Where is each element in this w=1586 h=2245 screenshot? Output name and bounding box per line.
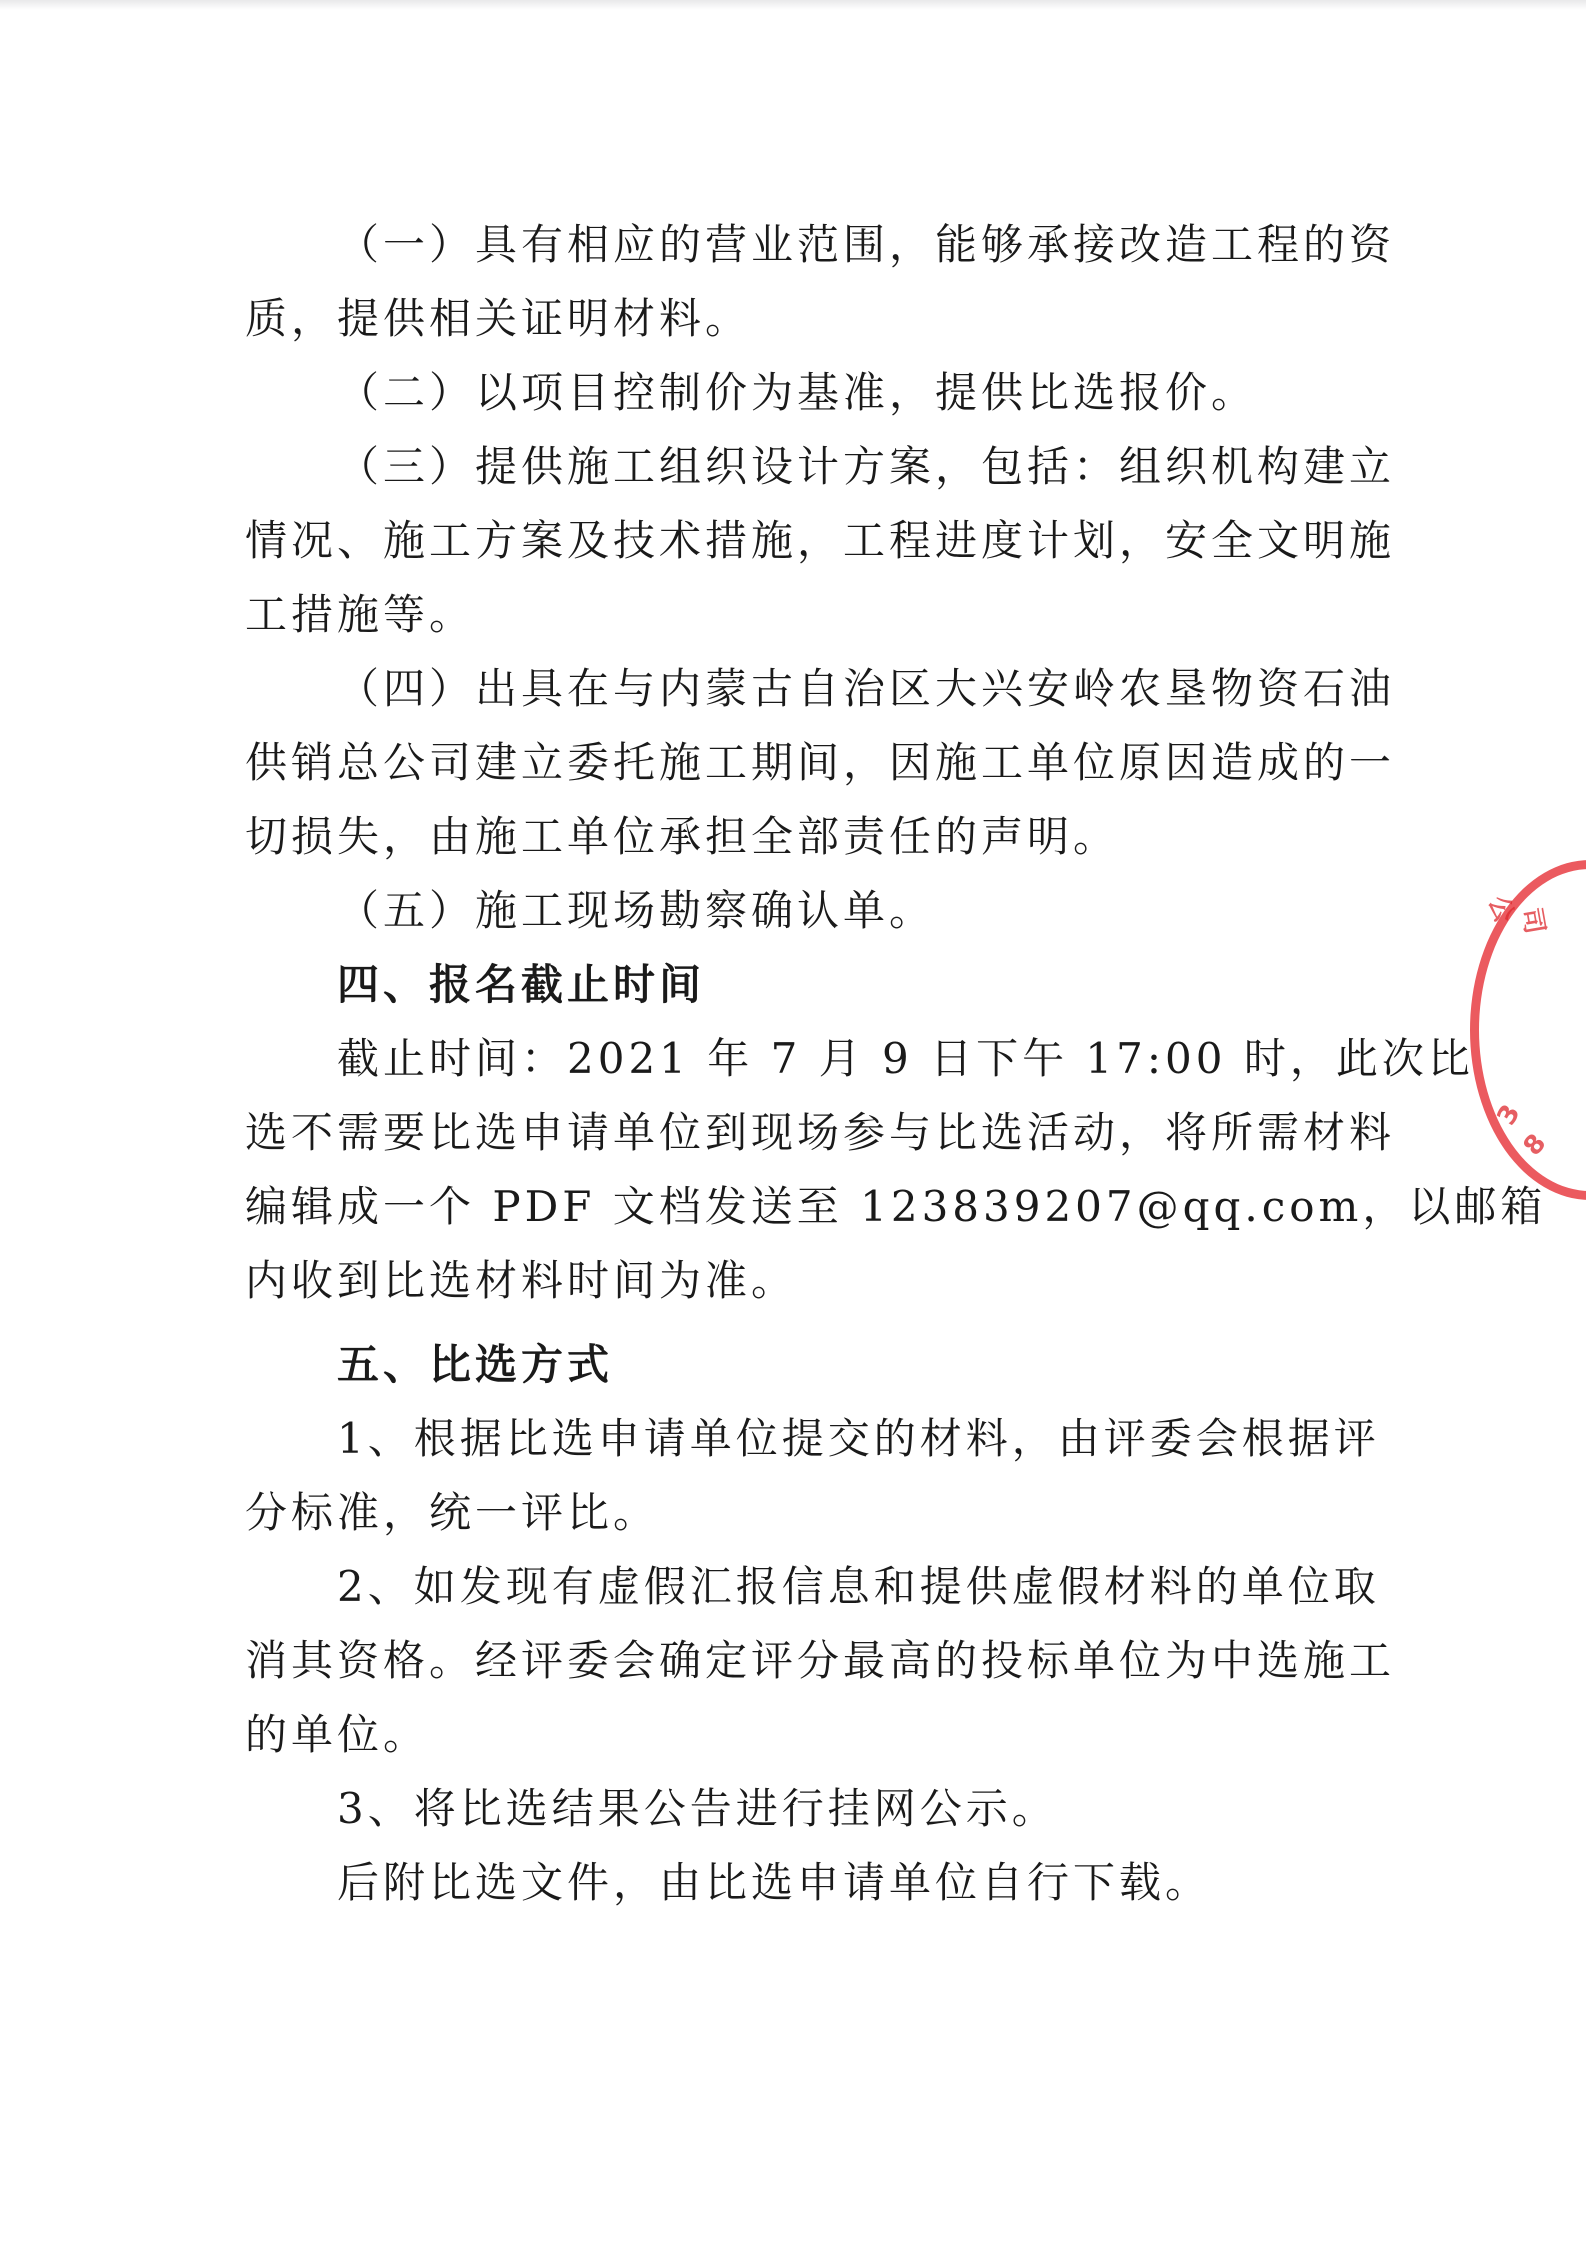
paragraph-method-2-line-3: 的单位。 [245,1710,430,1759]
seal-glyph: 公 [1482,892,1520,927]
paragraph-qualification-5: （五）施工现场勘察确认单。 [337,886,936,935]
paragraph-method-1-line-1: 1、根据比选申请单位提交的材料，由评委会根据评 [337,1414,1380,1463]
seal-glyph: 司 [1515,905,1550,937]
seal-glyph: 8 [1517,1128,1553,1162]
paragraph-qualification-4-line-1: （四）出具在与内蒙古自治区大兴安岭农垦物资石油 [337,664,1396,713]
paragraph-qualification-3-line-3: 工措施等。 [245,590,476,639]
paragraph-qualification-3-line-2: 情况、施工方案及技术措施，工程进度计划，安全文明施 [245,516,1396,565]
spacer [245,1318,1345,1328]
paragraph-method-2-line-1: 2、如发现有虚假汇报信息和提供虚假材料的单位取 [337,1562,1380,1611]
paragraph-deadline-line-4: 内收到比选材料时间为准。 [245,1256,798,1305]
paragraph-attachment-note: 后附比选文件，由比选申请单位自行下载。 [337,1858,1212,1907]
paragraph-deadline-line-1: 截止时间：2021 年 7 月 9 日下午 17:00 时，此次比 [337,1034,1474,1083]
paragraph-qualification-1-line-1: （一）具有相应的营业范围，能够承接改造工程的资 [337,220,1396,269]
scan-edge-shadow [0,0,1586,10]
paragraph-deadline-line-3: 编辑成一个 PDF 文档发送至 123839207@qq.com，以邮箱 [245,1182,1547,1231]
paragraph-qualification-4-line-3: 切损失，由施工单位承担全部责任的声明。 [245,812,1120,861]
paragraph-qualification-3-line-1: （三）提供施工组织设计方案，包括：组织机构建立 [337,442,1396,491]
seal-glyph: 3 [1491,1099,1527,1131]
section-heading-selection-method: 五、比选方式 [337,1340,614,1389]
paragraph-method-1-line-2: 分标准，统一评比。 [245,1488,660,1537]
section-heading-deadline: 四、报名截止时间 [337,960,706,1009]
paragraph-method-3: 3、将比选结果公告进行挂网公示。 [337,1784,1058,1833]
paragraph-qualification-4-line-2: 供销总公司建立委托施工期间，因施工单位原因造成的一 [245,738,1396,787]
paragraph-qualification-2: （二）以项目控制价为基准，提供比选报价。 [337,368,1258,417]
paragraph-qualification-1-line-2: 质，提供相关证明材料。 [245,294,752,343]
paragraph-deadline-line-2: 选不需要比选申请单位到现场参与比选活动，将所需材料 [245,1108,1396,1157]
paragraph-method-2-line-2: 消其资格。经评委会确定评分最高的投标单位为中选施工 [245,1636,1396,1685]
official-seal-text [1482,890,1582,1170]
document-body [245,208,1547,1920]
